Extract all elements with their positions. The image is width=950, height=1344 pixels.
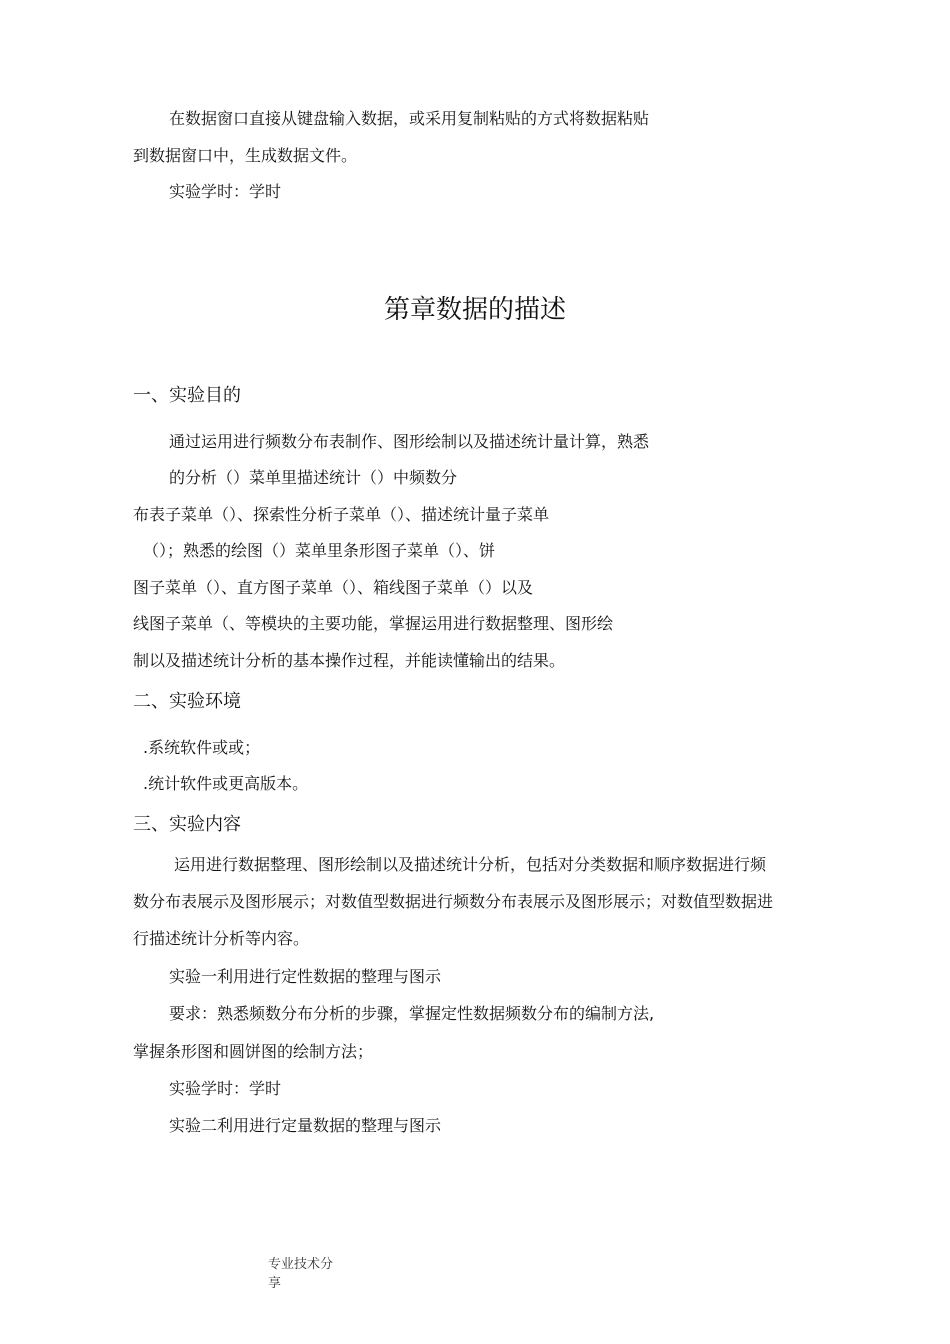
section-heading-environment: 二、实验环境 <box>133 691 241 712</box>
environment-line-1: .系统软件或或； <box>143 738 261 757</box>
experiment-2-title: 实验二利用进行定量数据的整理与图示 <box>169 1116 442 1135</box>
experiment-1-requirement: 要求：熟悉频数分布分析的步骤，掌握定性数据频数分布的编制方法, <box>169 1004 655 1023</box>
section-heading-content: 三、实验内容 <box>133 814 241 835</box>
purpose-line-4: （）；熟悉的绘图（）菜单里条形图子菜单（）、饼 <box>143 541 496 560</box>
purpose-line-3: 布表子菜单（）、探索性分析子菜单（）、描述统计量子菜单 <box>133 505 550 524</box>
experiment-1-hours: 实验学时：学时 <box>169 1079 282 1098</box>
experiment-1-requirement-cont: 掌握条形图和圆饼图的绘制方法； <box>133 1042 374 1061</box>
purpose-line-5: 图子菜单（）、直方图子菜单（）、箱线图子菜单（）以及 <box>133 578 534 597</box>
footer-line-1: 专业技术分 <box>268 1257 334 1272</box>
content-line-1: 运用进行数据整理、图形绘制以及描述统计分析，包括对分类数据和顺序数据进行频 <box>174 855 767 874</box>
experiment-1-title: 实验一利用进行定性数据的整理与图示 <box>169 967 442 986</box>
section-heading-purpose: 一、实验目的 <box>133 385 241 406</box>
content-line-3: 行描述统计分析等内容。 <box>133 929 310 948</box>
purpose-line-7: 制以及描述统计分析的基本操作过程，并能读懂输出的结果。 <box>133 651 566 670</box>
page-footer <box>268 1255 333 1293</box>
intro-line-2: 到数据窗口中，生成数据文件。 <box>133 146 358 165</box>
purpose-line-1: 通过运用进行频数分布表制作、图形绘制以及描述统计量计算，熟悉 <box>169 432 650 451</box>
purpose-line-2: 的分析（）菜单里描述统计（）中频数分 <box>169 468 458 487</box>
environment-line-2: .统计软件或更高版本。 <box>143 774 309 793</box>
footer-line-2: 享 <box>268 1276 282 1291</box>
intro-hours: 实验学时：学时 <box>169 182 282 201</box>
chapter-title: 第章数据的描述 <box>383 295 566 325</box>
content-line-2: 数分布表展示及图形展示；对数值型数据进行频数分布表展示及图形展示；对数值型数据进 <box>133 892 774 911</box>
intro-line-1: 在数据窗口直接从键盘输入数据，或采用复制粘贴的方式将数据粘贴 <box>169 109 650 128</box>
purpose-line-6: 线图子菜单（、等模块的主要功能，掌握运用进行数据整理、图形绘 <box>133 614 614 633</box>
